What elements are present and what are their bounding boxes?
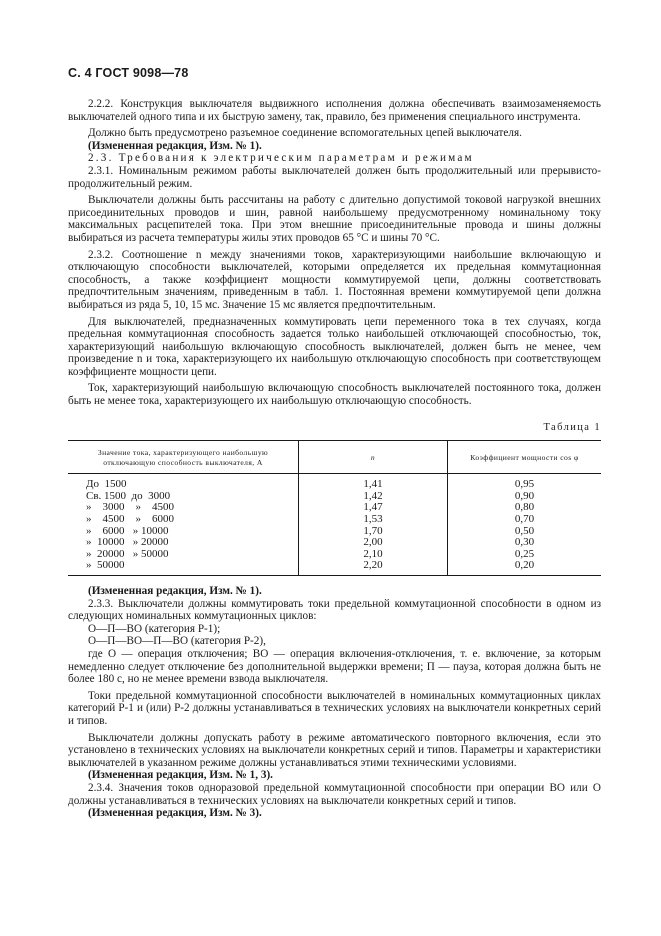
paragraph: 2.3.3. Выключатели должны коммутировать токи предельной коммутационной способности в одном из следующих номинальных коммутационных циклов:: [68, 597, 601, 623]
table-row: [68, 474, 601, 491]
paragraph: О—П—ВО (категория Р-1);: [88, 622, 221, 635]
table-cell: 0,80: [448, 502, 602, 514]
table-cell: 1,41: [299, 474, 448, 491]
paragraph: Должно быть предусмотрено разъемное соединение вспомогательных цепей выключателя.: [88, 127, 522, 140]
table-cell: 0,90: [448, 491, 602, 503]
paragraph: Выключатели должны допускать работу в режиме автоматического повторного включения, если это установлено в технических условиях на выключатели конкретных серий и типов. Параметры и характеристики выключателей в указанном режиме должны устанавливаться этими техническими условиями.: [68, 731, 601, 769]
paragraph: 2.3.4. Значения токов одноразовой предельной коммутационной способности при операции ВО или О должны устанавливаться в технических условиях на выключатели конкретных серий и типов.: [68, 781, 601, 807]
table-cell: 0,95: [448, 474, 602, 491]
table-1: [68, 440, 601, 576]
edition-note: (Измененная редакция, Изм. № 3).: [88, 807, 262, 820]
table-cell: » 3000 » 4500: [86, 501, 174, 514]
table-cell: 1,70: [299, 526, 448, 538]
document-body: [68, 98, 601, 820]
table-cell: 1,47: [299, 502, 448, 514]
table-cell: 0,25: [448, 549, 602, 561]
paragraph: Для выключателей, предназначенных коммутировать цепи переменного тока в тех случаях, когда предельная коммутационная способность задается только наибольшей отключающей способностью, ток, характеризующий наибольшую включающую способность выключателей, должен быть не менее, чем произведение n и тока, характеризующего их наибольшую отключающую способность при соответствующем коэффициенте мощности цепи.: [68, 315, 601, 378]
table-cell: » 10000 » 20000: [86, 536, 169, 549]
paragraph: О—П—ВО—П—ВО (категория Р-2),: [88, 635, 266, 648]
table-cell: 1,42: [299, 491, 448, 503]
paragraph: где О — операция отключения; ВО — операция включения-отключения, т. е. включение, за которым немедленно следует отключение без дополнительной выдержки времени; П — пауза, которая должна быть не более 180 с, но не менее времени взвода выключателя.: [68, 647, 601, 686]
paragraph: Ток, характеризующий наибольшую включающую способность выключателей постоянного тока, должен быть не менее тока, характеризующего их наибольшую отключающую способность.: [68, 382, 601, 408]
edition-note: (Измененная редакция, Изм. № 1).: [88, 139, 262, 152]
table-cell: До 1500: [86, 478, 127, 491]
table-cell: » 50000: [68, 560, 299, 575]
paragraph: Токи предельной коммутационной способности выключателей в номинальных коммутационных циклах категорий Р-1 и (или) Р-2 должны устанавливаться в технических условиях на выключатели конкретных серий и типов.: [68, 689, 601, 727]
table-row: [68, 514, 601, 526]
table-cell: 0,30: [448, 537, 602, 549]
table-cell: 0,20: [448, 560, 602, 575]
edition-note: (Измененная редакция, Изм. № 1, 3).: [88, 769, 273, 782]
paragraph: 2.3.1. Номинальным режимом работы выключателей должен быть продолжительный или прерывисто-продолжительный режим.: [68, 164, 601, 190]
section-heading: 2.3. Требования к электрическим параметрам и режимам: [88, 152, 474, 165]
table-cell: » 6000 » 10000: [86, 524, 169, 537]
paragraph: 2.2.2. Конструкция выключателя выдвижного исполнения должна обеспечивать взаимозаменяемость выключателей одного типа и их быструю замену, так, правило, без применения специального инструмента.: [68, 98, 601, 123]
table-header-n: n: [299, 441, 448, 474]
table-cell: 2,20: [299, 560, 448, 575]
table-cell: » 20000 » 50000: [86, 547, 169, 560]
paragraph: Выключатели должны быть рассчитаны на работу с длительно допустимой токовой нагрузкой внешних присоединительных проводов и шин, равной наибольшему предусмотренному номинальному току максимальных расцепителей тока. При этом внешние присоединительные провода и шины должны выбираться из расчета температуры жилы этих проводов 65 °С и шины 70 °С.: [68, 194, 601, 244]
paragraph: 2.3.2. Соотношение n между значениями токов, характеризующими наибольшие включающую и отключающую способности выключателей, которыми определяется их предельная коммутационная способность, а также коэффициент мощности коммутируемой цепи, должны соответствовать предпочтительным значениям, приведенным в табл. 1. Постоянная времени коммутируемой цепи должна выбираться из ряда 5, 10, 15 мс. Значение 15 мс является предпочтительным.: [68, 248, 601, 311]
page-header: С. 4 ГОСТ 9098—78: [68, 66, 189, 80]
table-header-power-factor: Коэффициент мощности cos φ: [448, 441, 602, 474]
table-caption: Таблица 1: [543, 421, 601, 433]
table-cell: 2,10: [299, 549, 448, 561]
table-row: [68, 560, 601, 575]
table-cell: 0,70: [448, 514, 602, 526]
table-header-current: Значение тока, характеризующего наибольшую отключающую способность выключателя, А: [68, 441, 299, 474]
edition-note: (Измененная редакция, Изм. № 1).: [88, 585, 262, 597]
table-cell: 2,00: [299, 537, 448, 549]
table-cell: » 4500 » 6000: [86, 513, 174, 526]
table-cell: Св. 1500 до 3000: [86, 489, 171, 502]
table-cell: 0,50: [448, 526, 602, 538]
table-cell: 1,53: [299, 514, 448, 526]
